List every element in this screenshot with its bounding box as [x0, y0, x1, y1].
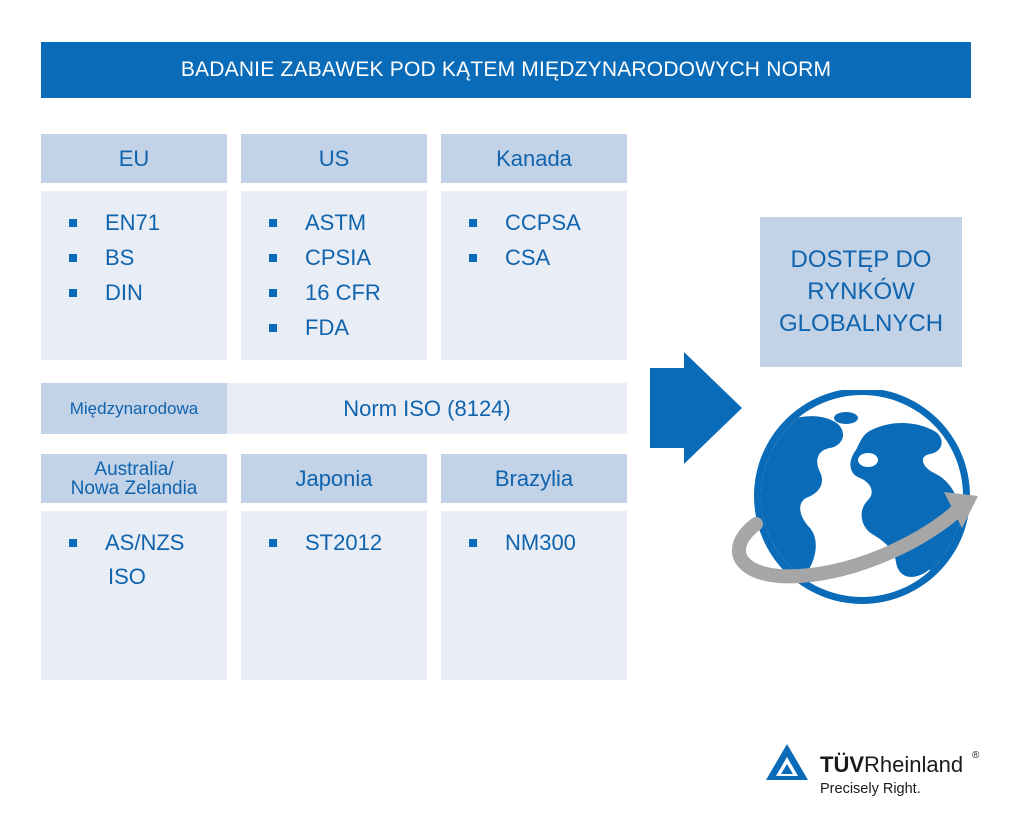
- access-line: DOSTĘP DO: [790, 246, 932, 273]
- list-item: ASTM: [267, 205, 381, 240]
- arrow-right-icon: [650, 352, 742, 464]
- access-line: GLOBALNYCH: [778, 310, 944, 337]
- page-title: BADANIE ZABAWEK POD KĄTEM MIĘDZYNARODOWYCH NORM: [41, 42, 971, 98]
- region-list-kanada: [441, 191, 627, 360]
- region-list-japonia: [241, 511, 427, 680]
- list-item: CCPSA: [467, 205, 581, 240]
- list-item: CSA: [467, 240, 581, 275]
- region-header-australia: [41, 454, 227, 503]
- list-item-text: AS/NZS: [105, 530, 185, 555]
- brand-name: [820, 752, 963, 778]
- brand-tagline: Precisely Right.: [820, 781, 921, 797]
- international-label: Międzynarodowa: [41, 383, 227, 434]
- list-item: EN71: [67, 205, 160, 240]
- region-header-japonia: Japonia: [241, 454, 427, 503]
- region-header-brazylia: Brazylia: [441, 454, 627, 503]
- region-header-us: US: [241, 134, 427, 183]
- brand-name-bold: TÜV: [820, 752, 864, 777]
- list-item: [67, 525, 184, 594]
- tuv-triangle-logo: [764, 742, 810, 782]
- list-item: NM300: [467, 525, 576, 560]
- list-item: 16 CFR: [267, 275, 381, 310]
- list-item: ST2012: [267, 525, 382, 560]
- registered-mark: ®: [972, 750, 980, 761]
- access-line: RYNKÓW: [807, 278, 915, 305]
- list-item: FDA: [267, 310, 381, 345]
- list-item-text-continued: ISO: [108, 564, 146, 589]
- international-row: [41, 383, 627, 434]
- region-header-kanada: Kanada: [441, 134, 627, 183]
- international-value: Norm ISO (8124): [343, 395, 511, 421]
- region-list-australia: [41, 511, 227, 680]
- region-header-line: Australia/: [94, 458, 174, 480]
- list-item: CPSIA: [267, 240, 381, 275]
- list-item: BS: [67, 240, 160, 275]
- region-list-us: [241, 191, 427, 360]
- region-header-eu: EU: [41, 134, 227, 183]
- brand-name-rest: Rheinland: [864, 752, 964, 777]
- region-list-eu: [41, 191, 227, 360]
- region-header-line: Nowa Zelandia: [70, 477, 198, 499]
- globe-icon: [730, 390, 990, 615]
- global-access-box: [760, 217, 962, 367]
- region-list-brazylia: [441, 511, 627, 680]
- tuv-rheinland-logo: [764, 742, 1004, 802]
- list-item: DIN: [67, 275, 160, 310]
